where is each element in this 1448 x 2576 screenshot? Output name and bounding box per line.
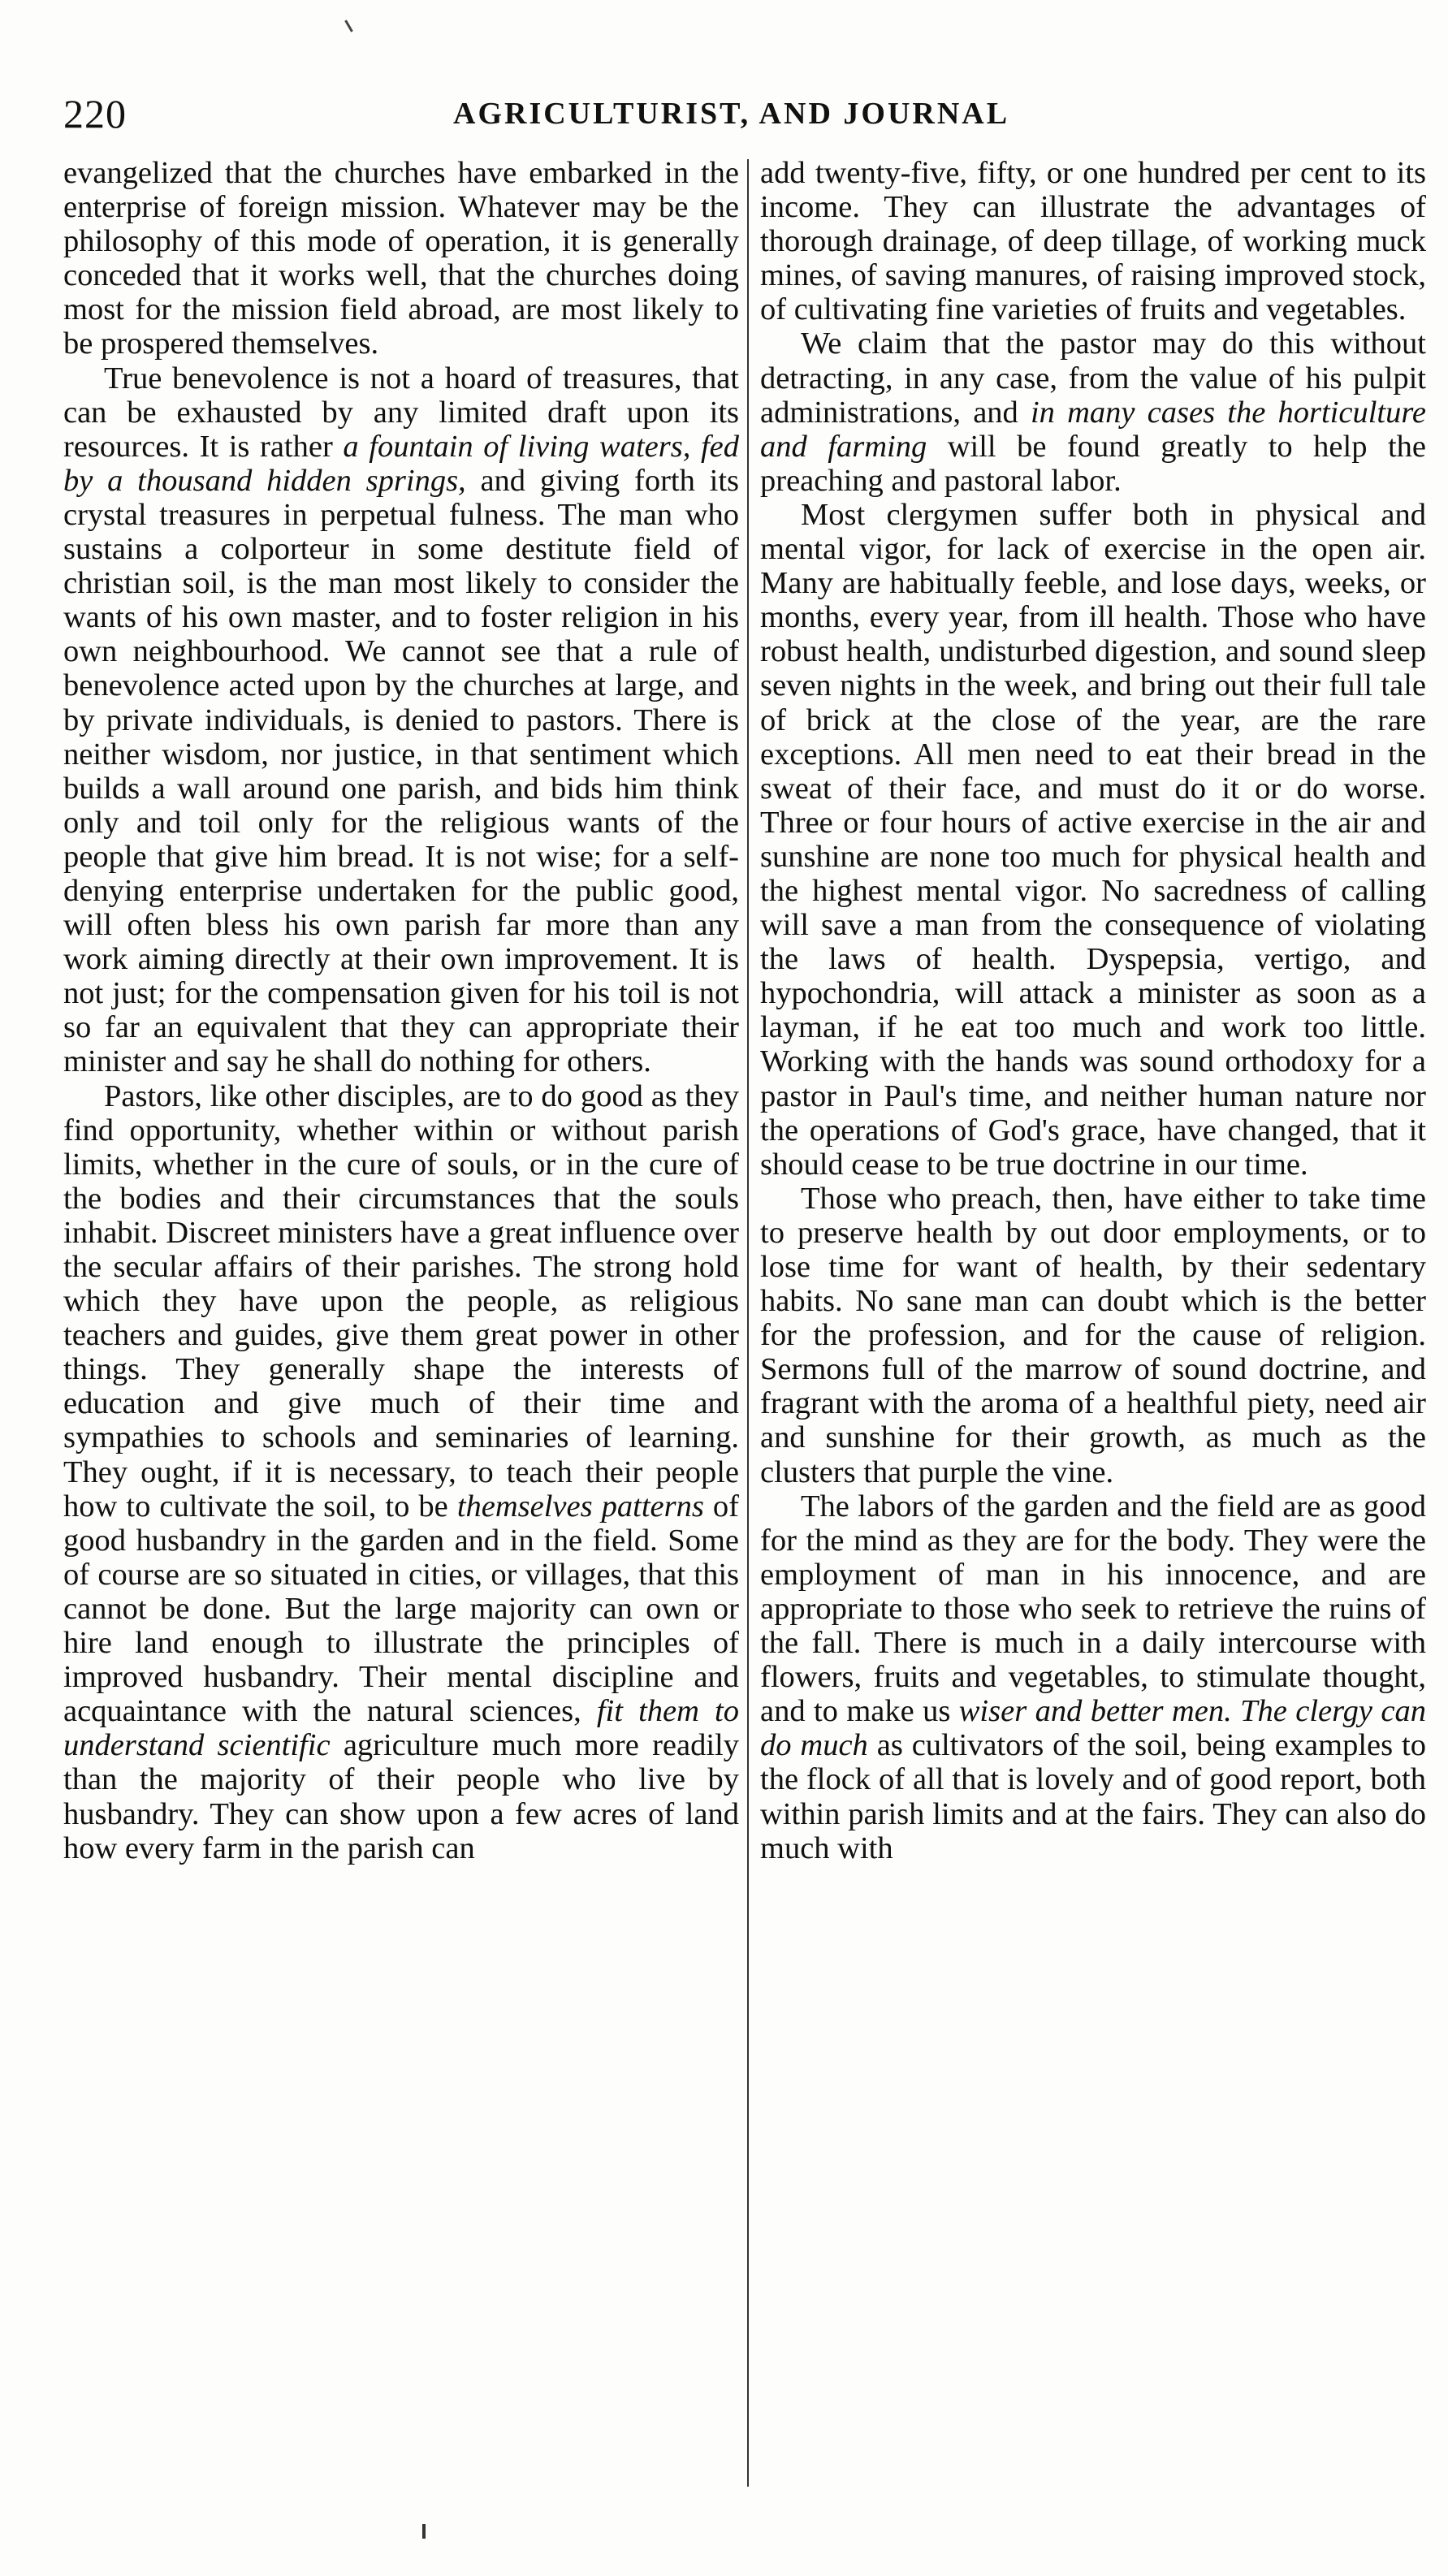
running-head: AGRICULTURIST, AND JOURNAL xyxy=(453,97,1010,131)
paragraph-text: evangelized that the churches have embarked in the enterprise of foreign mission. Whatever may be the philosophy of this mode of operation, it is generally conceded that it works well, that the churches doing most for the mission field abroad, are most likely to be prospered themselves. xyxy=(63,156,739,361)
column-divider xyxy=(747,159,749,2487)
italic-phrase: in many cases the horticulture and farming xyxy=(760,395,1426,464)
paragraph xyxy=(63,1079,739,1865)
paragraph-text: agriculture much more readily than the majority of their people who live by husbandry. They can show upon a few acres of land how every farm in the parish can xyxy=(63,1728,739,1865)
paragraph xyxy=(63,156,739,361)
paragraph-text: The labors of the garden and the field are as good for the mind as they are for the body. They were the employment of man in his innocence, and are appropriate to those who seek to retrieve the ruins of the fall. There is much in a daily intercourse with flowers, fruits and vegetables, to stimulate thought, and to make us xyxy=(760,1489,1426,1729)
paragraph-text: True benevolence is not a hoard of treasures, that can be exhausted by any limited draft upon its resources. It is rather xyxy=(63,361,739,464)
paragraph-text: of good husbandry in the garden and in the field. Some of course are so situated in cities, or villages, that this cannot be done. But the large majority can own or hire land enough to illustrate the principles of improved husbandry. Their mental discipline and acquaintance with the natural sciences, xyxy=(63,1489,739,1729)
paragraph xyxy=(760,156,1426,326)
page-number: 220 xyxy=(63,91,127,136)
ink-speck xyxy=(344,19,353,32)
paragraph xyxy=(760,498,1426,1182)
right-column xyxy=(760,156,1426,2495)
ink-speck xyxy=(422,2524,426,2539)
italic-phrase: a fountain of living waters, fed by a thousand hidden springs, xyxy=(63,429,739,498)
paragraph-text: Those who preach, then, have either to take time to preserve health by out door employments, or to lose time for want of health, by their sedentary habits. No sane man can doubt which is the better for the profession, and for the cause of religion. Sermons full of the marrow of sound doctrine, and fragrant with the aroma of a healthful piety, need air and sunshine for their growth, as much as the clusters that purple the vine. xyxy=(760,1181,1426,1489)
paragraph xyxy=(760,1182,1426,1489)
page-header xyxy=(63,81,1428,146)
italic-phrase: wiser and better men. The clergy can do much xyxy=(760,1694,1426,1763)
left-column xyxy=(63,156,739,2495)
paragraph-text: Pastors, like other disciples, are to do good as they find opportunity, whether within or without parish limits, whether in the cure of souls, or in the cure of the bodies and their circumstances that the souls inhabit. Discreet ministers have a great influence over the secular affairs of their parishes. The strong hold which they have upon the people, as religious teachers and guides, give them great power in other things. They generally shape the interests of education and give much of their time and sympathies to schools and seminaries of learning. They ought, if it is necessary, to teach their people how to cultivate the soil, to be xyxy=(63,1078,739,1524)
paragraph-text: add twenty-five, fifty, or one hundred per cent to its income. They can illustrate the advantages of thorough drainage, of deep tillage, of working muck mines, of saving manures, of raising improved stock, of cultivating fine varieties of fruits and vegetables. xyxy=(760,156,1426,327)
paragraph-text: will be found greatly to help the preaching and pastoral labor. xyxy=(760,429,1426,498)
paragraph xyxy=(760,326,1426,497)
paragraph xyxy=(63,361,739,1079)
paragraph-text: and giving forth its crystal treasures in perpetual fulness. The man who sustains a colporteur in some destitute field of christian soil, is the man most likely to consider the wants of his own master, and to foster religion in his own neighbourhood. We cannot see that a rule of benevolence acted upon by the churches at large, and by private individuals, is denied to pastors. There is neither wisdom, nor justice, in that sentiment which builds a wall around one parish, and bids him think only and toil only for the religious wants of the people that give him bread. It is not wise; for a self-denying enterprise undertaken for the public good, will often bless his own parish far more than any work aiming directly at their own improvement. It is not just; for the compensation given for his toil is not so far an equivalent that they can appropriate their minister and say he shall do nothing for others. xyxy=(63,463,739,1079)
paragraph-text: We claim that the pastor may do this without detracting, in any case, from the value of his pulpit administrations, and xyxy=(760,326,1426,430)
paragraph xyxy=(760,1489,1426,1865)
paragraph-text: as cultivators of the soil, being examples to the flock of all that is lovely and of good report, both within parish limits and at the fairs. They can also do much with xyxy=(760,1728,1426,1865)
italic-phrase: themselves patterns xyxy=(456,1489,704,1524)
italic-phrase: fit them to understand scientific xyxy=(63,1694,739,1763)
paragraph-text: Most clergymen suffer both in physical and mental vigor, for lack of exercise in the open air. Many are habitually feeble, and lose days, weeks, or months, every year, from ill health. Those who have robust health, undisturbed digestion, and sound sleep seven nights in the week, and bring out their full tale of brick at the close of the year, are the rare exceptions. All men need to eat their bread in the sweat of their face, and must do it or do worse. Three or four hours of active exercise in the air and sunshine are none too much for physical health and the highest mental vigor. No sacredness of calling will save a man from the consequence of violating the laws of health. Dyspepsia, vertigo, and hypochondria, will attack a minister as soon as a layman, if he eat too much and work too little. Working with the hands was sound orthodoxy for a pastor in Paul's time, and neither human nature nor the operations of God's grace, have changed, that it should cease to be true doctrine in our time. xyxy=(760,497,1426,1182)
